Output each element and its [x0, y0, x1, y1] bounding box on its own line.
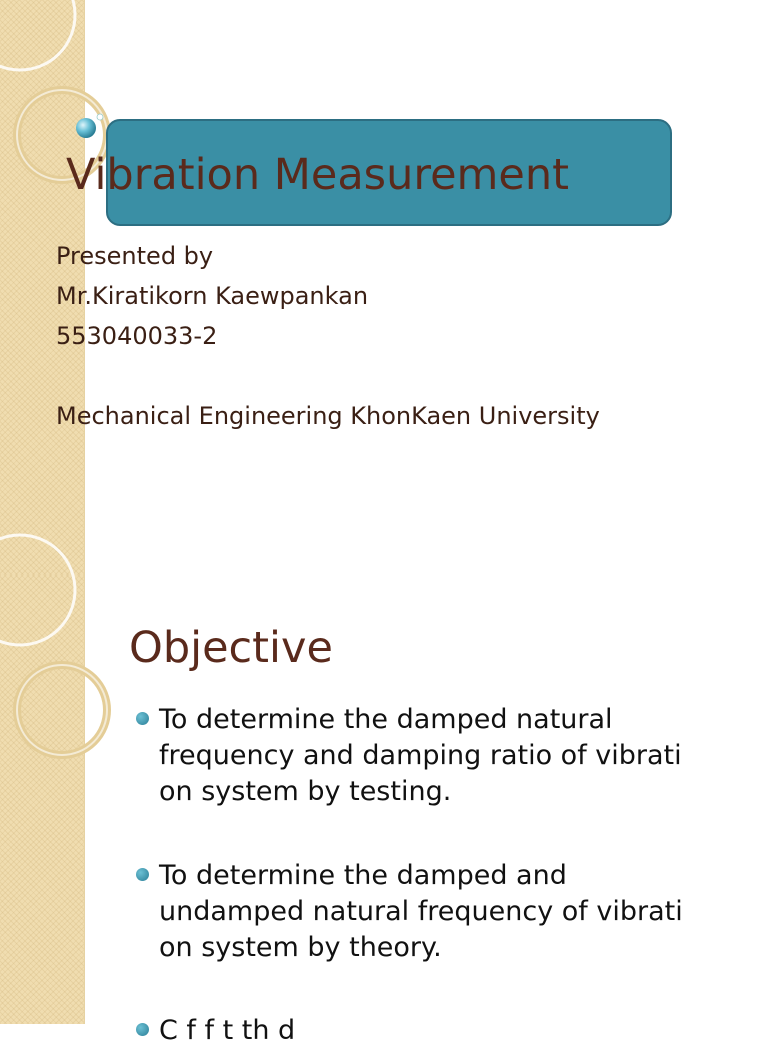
bullet-text: To determine the damped and undamped natural frequency of vibrati on system by theory.: [159, 860, 683, 963]
presenter-name: Mr.Kiratikorn Kaewpankan: [56, 282, 369, 310]
affiliation: Mechanical Engineering KhonKaen University: [56, 402, 600, 430]
teal-orb-icon: [74, 110, 110, 142]
list-item: [132, 1013, 752, 1049]
objective-slide: [0, 575, 768, 1046]
bullet-dot-icon: [136, 712, 149, 725]
page-title: Vibration Measurement: [66, 150, 569, 200]
presenter-label: Presented by: [56, 242, 214, 270]
bullet-text: To determine the damped natural frequency and damping ratio of vibrati on system by testing.: [159, 704, 682, 807]
bullet-text: C f f t th d: [159, 1015, 296, 1046]
student-id: 553040033-2: [56, 322, 218, 350]
bullet-dot-icon: [136, 1023, 149, 1036]
section-heading: Objective: [129, 623, 333, 673]
bullet-dot-icon: [136, 868, 149, 881]
list-item: [132, 858, 752, 966]
list-item: [132, 702, 752, 810]
bullet-list: [0, 575, 768, 1046]
